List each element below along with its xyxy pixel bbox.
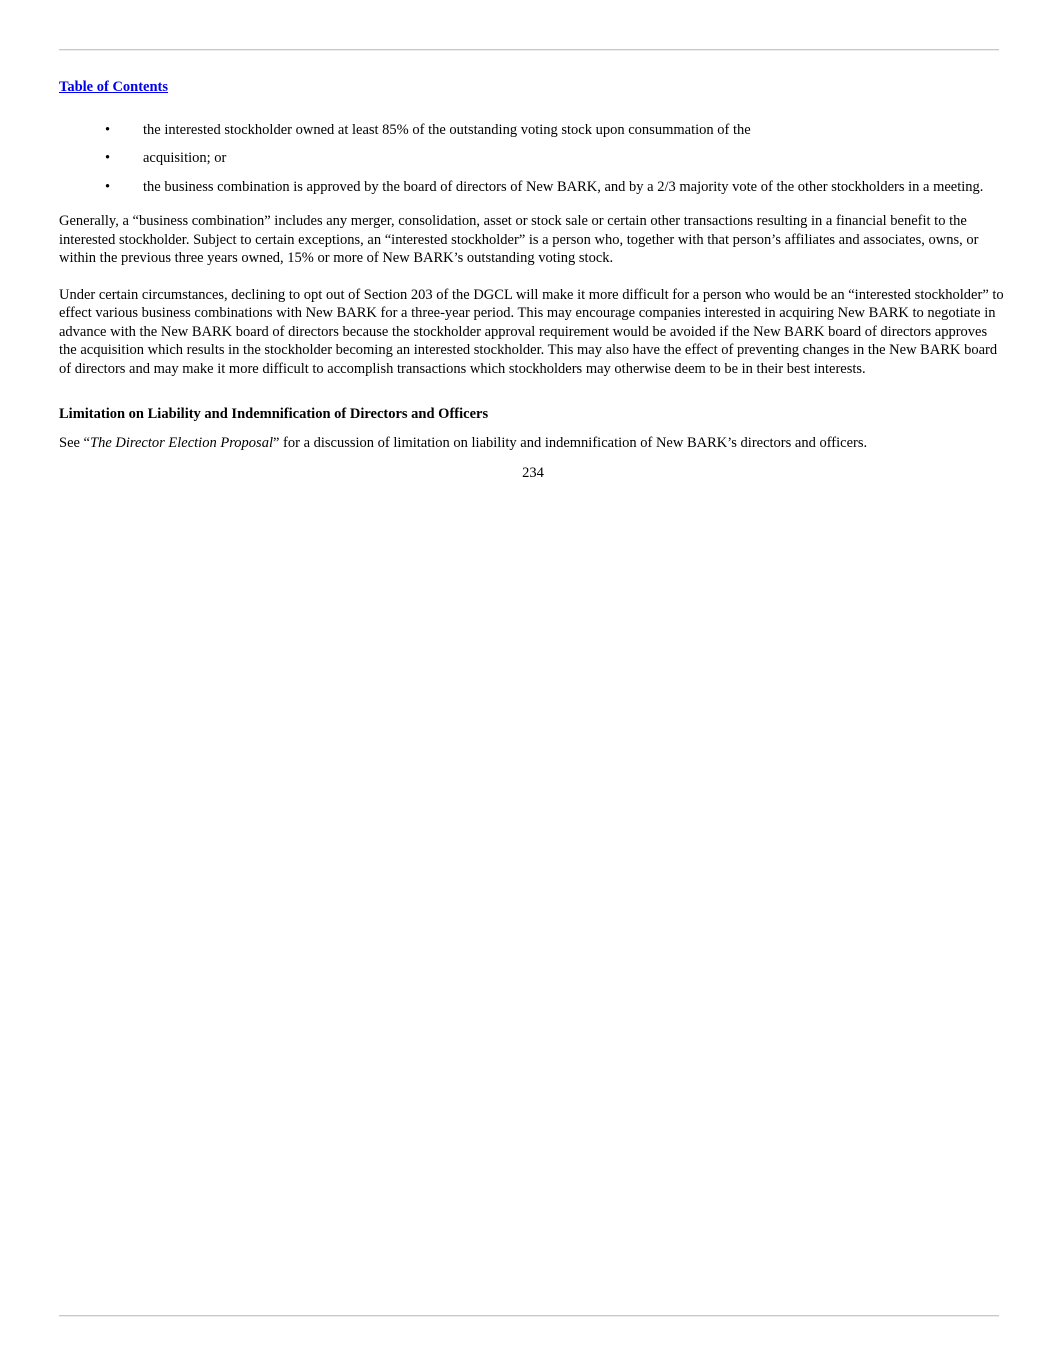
list-item-text: the interested stockholder owned at least 85% of the outstanding voting stock upon consummation of the [143,121,751,138]
bullet-icon: • [105,121,111,138]
see-reference-paragraph [59,434,1007,453]
list-item-text: the business combination is approved by the board of directors of New BARK, and by a 2/3 majority vote of the other stockholders in a meeting. [143,178,984,195]
list-item [59,121,1007,140]
list-item-text: acquisition; or [143,150,227,166]
list-item [59,178,1007,197]
bullet-icon: • [105,178,111,195]
table-of-contents-link[interactable]: Table of Contents [59,79,169,95]
bottom-divider [59,1315,999,1316]
bullet-icon: • [105,150,111,166]
see-prefix: See “ [59,434,90,451]
section-heading: Limitation on Liability and Indemnification of Directors and Officers [59,406,489,422]
see-suffix: ” for a discussion of limitation on liability and indemnification of New BARK’s directors and officers. [272,434,868,451]
proposal-reference: The Director Election Proposal [90,434,273,451]
business-combination-paragraph: Generally, a “business combination” includes any merger, consolidation, asset or stock sale or certain other transactions resulting in a financial benefit to the interested stockholder. Subject to certain exceptions, an “interested stockholder” is a person who, together with that person’s affiliates and associates, owns, or within the previous three years owned, 15% or more of New BARK’s outstanding voting stock. [59,213,979,266]
document-body [59,78,1007,483]
list-item [59,149,1007,168]
page-number: 234 [522,465,544,481]
condition-list [59,121,1007,197]
section-203-paragraph: Under certain circumstances, declining to opt out of Section 203 of the DGCL will make it more difficult for a person who would be an “interested stockholder” to effect various business combinations with New BARK for a three-year period. This may encourage companies interested in acquiring New BARK to negotiate in advance with the New BARK board of directors because the stockholder approval requirement would be avoided if the New BARK board of directors approves the acquisition which results in the stockholder becoming an interested stockholder. This may also have the effect of preventing changes in the New BARK board of directors and may make it more difficult to accomplish transactions which stockholders may otherwise deem to be in their best interests. [59,286,1004,377]
top-divider [59,49,999,50]
